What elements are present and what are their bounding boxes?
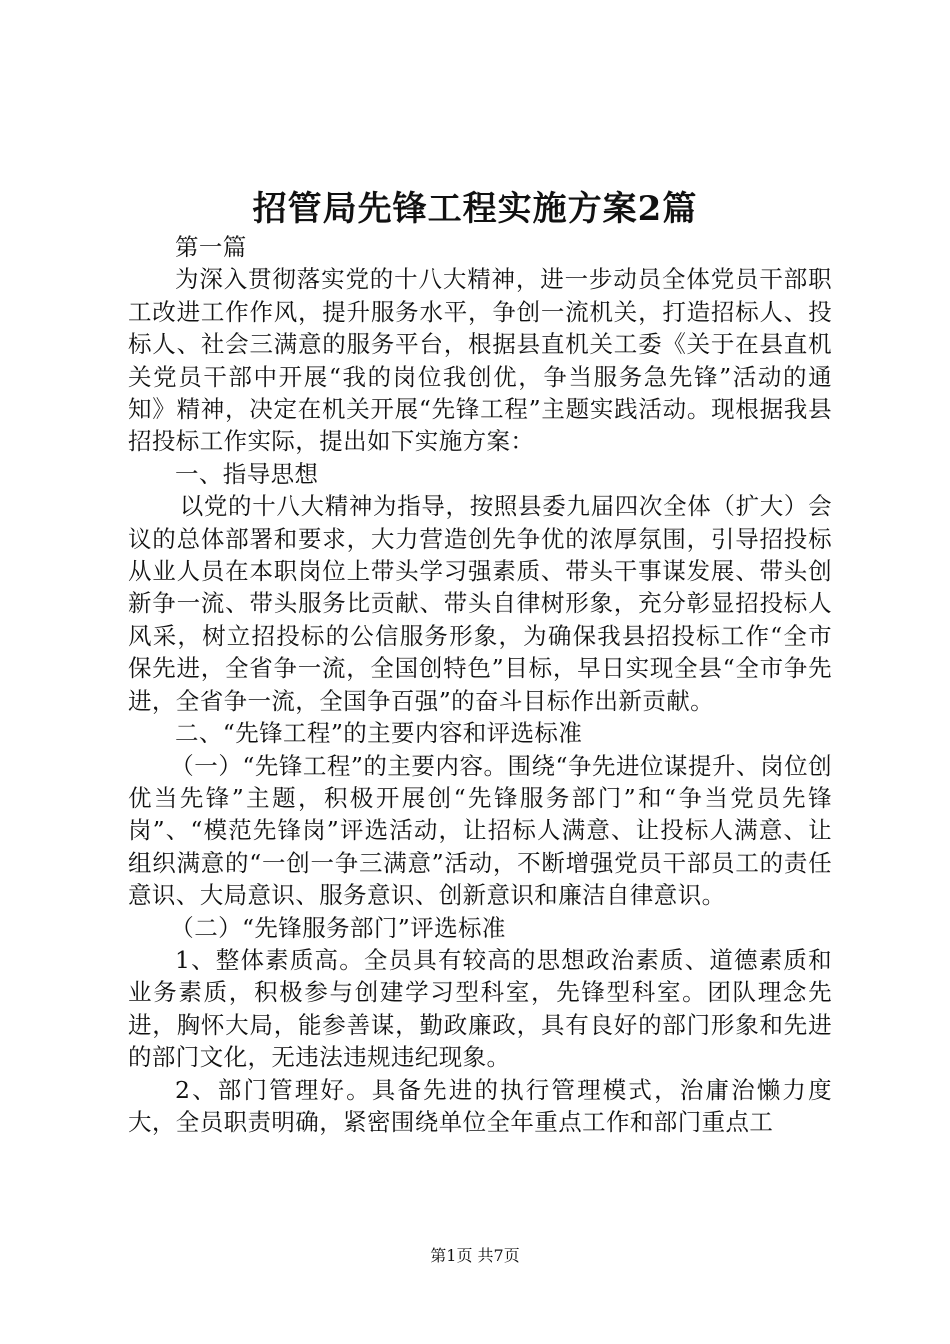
section-heading: 第一篇 (175, 233, 247, 261)
section-heading: 二、“先锋工程”的主要内容和评选标准 (175, 719, 583, 748)
paragraph: 以党的十八大精神为指导，按照县委九届四次全体（扩大）会议的总体部署和要求，大力营造创先争优的浓厚氛围，引导招投标从业人员在本职岗位上带头学习强素质、带头干事谋发展、带头创新争一流、带头服务比贡献、带头自律树形象，充分彰显招投标人风采，树立招投标的公信服务形象，为确保我县招投标工作“全市保先进，全省争一流，全国创特色”目标，早日实现全县“全市争先进，全省争一流，全国争百强”的奋斗目标作出新贡献。 (128, 492, 832, 715)
paragraph: 2、部门管理好。具备先进的执行管理模式，治庸治懒力度大，全员职责明确，紧密围绕单位全年重点工作和部门重点工 (128, 1075, 832, 1136)
paragraph: 为深入贯彻落实党的十八大精神，进一步动员全体党员干部职工改进工作作风，提升服务水平，争创一流机关，打造招标人、投标人、社会三满意的服务平台，根据县直机关工委《关于在县直机关党员干部中开展“我的岗位我创优，争当服务急先锋”活动的通知》精神，决定在机关开展“先锋工程”主题实践活动。现根据我县招投标工作实际，提出如下实施方案： (128, 265, 832, 456)
document-body (128, 231, 832, 1138)
paragraph: （一）“先锋工程”的主要内容。围绕“争先进位谋提升、岗位创优当先锋”主题，积极开展创“先锋服务部门”和“争当党员先锋岗”、“模范先锋岗”评选活动，让招标人满意、让投标人满意、让组织满意的“一创一争三满意”活动，不断增强党员干部员工的责任意识、大局意识、服务意识、创新意识和廉洁自律意识。 (128, 751, 832, 910)
page-footer: 第1页 共7页 (430, 1246, 520, 1265)
section-heading: 一、指导思想 (175, 459, 319, 488)
paragraph: 1、整体素质高。全员具有较高的思想政治素质、道德素质和业务素质，积极参与创建学习型科室，先锋型科室。团队理念先进，胸怀大局，能参善谋，勤政廉政，具有良好的部门形象和先进的部门文化，无违法违规违纪现象。 (128, 945, 832, 1072)
subsection-heading: （二）“先锋服务部门”评选标准 (170, 913, 506, 942)
document-title: 招管局先锋工程实施方案2篇 (252, 189, 698, 229)
